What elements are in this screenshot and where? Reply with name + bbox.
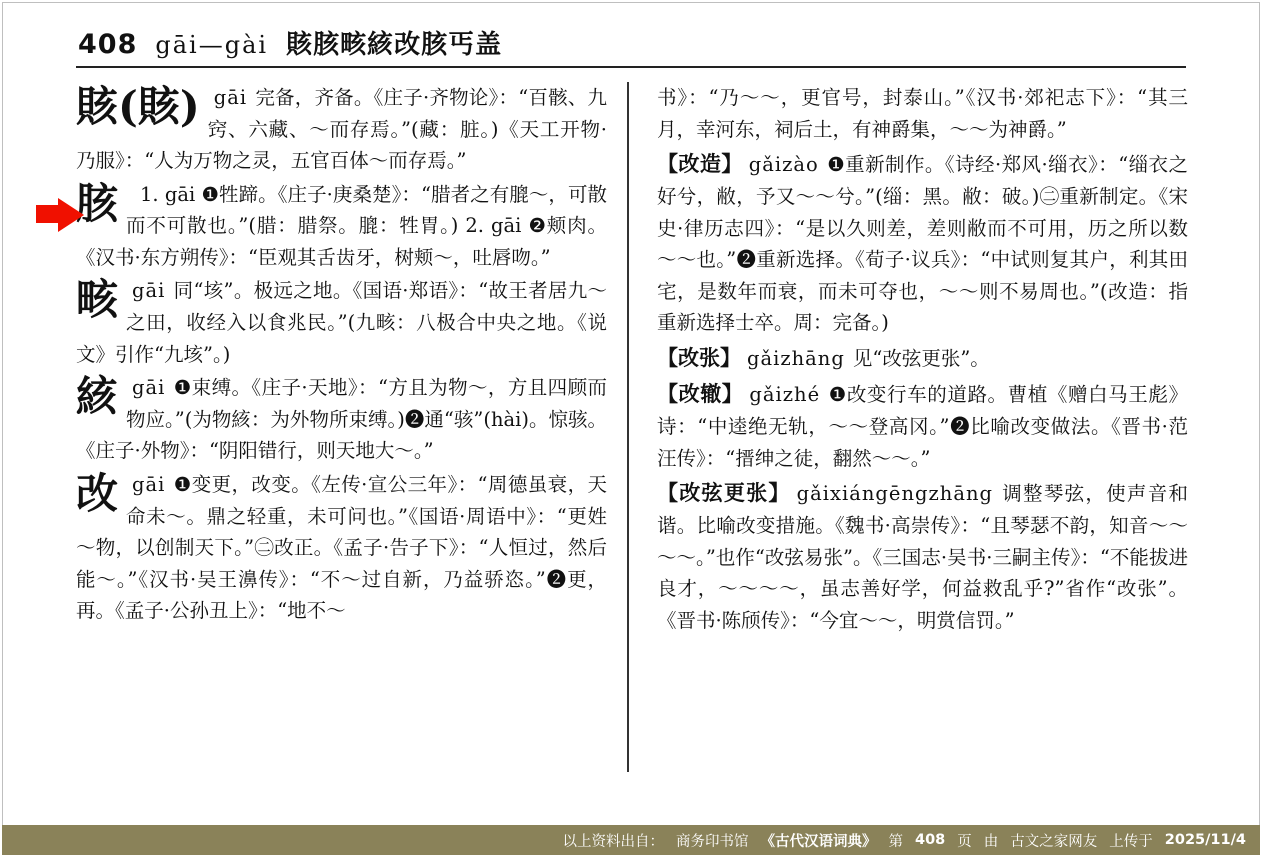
entry-gaizhe [657, 377, 1188, 474]
entry-body [76, 372, 607, 467]
entry-headword: 【改造】 [656, 151, 743, 177]
footer-upload-label: 上传于 [1109, 833, 1153, 850]
entry-text: 调整琴弦，使声音和谐。比喻改变措施。《魏书·高崇传》：“且琴瑟不韵，知音～～～～。”也作“改弦易张”。《三国志·吴书·三嗣主传》：“不能拔进良才，～～～～，虽志善好学，何益救乱乎?”省作“改张”。《晋书·陈颀传》：“今宜～～，明赏信罚。” [656, 482, 1188, 632]
dictionary-scan [60, 14, 1200, 814]
arrow-head [58, 198, 84, 232]
entry-body [76, 275, 607, 370]
entry-gai-4 [76, 372, 607, 467]
entry-text: ❶改变行车的道路。曹植《赠白马王彪》诗：“中逵绝无轨，～～登高冈。”❷比喻改变做法。《晋书·范汪传》：“搢绅之徒，翻然～～。” [656, 383, 1188, 470]
entry-body [657, 82, 1188, 145]
entry-body [657, 377, 1188, 474]
entry-pinyin: gāi [132, 472, 166, 496]
header-rule [76, 66, 1186, 68]
entry-text: 书》：“乃～～，更官号，封泰山。”《汉书·郊祀志下》：“其三月，幸河东，祠后土，有神爵集，～～为神爵。” [656, 86, 1188, 141]
entry-pinyin: gāi [132, 279, 166, 303]
footer-uploader: 古文之家网友 [1010, 833, 1098, 850]
headword-character: 絯 [76, 372, 119, 422]
entry-text: 1. gāi ❶牲蹄。《庄子·庚桑楚》：“腊者之有膍～，可散而不可散也。”(腊：腊祭。膍：牲胃。) 2. gāi ❷颊肉。《汉书·东方朔传》：“臣观其舌齿牙，树颊～，吐唇吻。” [76, 182, 608, 269]
columns [76, 82, 1188, 782]
entry-body [76, 469, 607, 627]
entry-text: ❶重新制作。《诗经·郑风·缁衣》：“缁衣之好兮，敝，予又～～兮。”(缁：黑。敝：破。)㊁重新制定。《宋史·律历志四》：“是以久则差，差则敝而不可用，历之所以数～～也。”❷重新选择。《荀子·议兵》：“中试则复其户，利其田宅，是数年而衰，而未可夺也，～～则不易周也。”(改造：指重新选择士卒。周：完备。) [656, 153, 1188, 335]
entry-headword: 【改弦更张】 [656, 480, 791, 506]
entry-text: 同“垓”。极远之地。《国语·郑语》：“故王者居九～之田，收经入以食兆民。”(九畡：八极合中央之地。《说文》引作“九垓”。) [76, 279, 608, 366]
page-header [78, 24, 502, 61]
footer-page-unit: 页 [957, 833, 972, 850]
headword-character: 胲 [76, 178, 119, 228]
footer-book-title: 《古代汉语词典》 [760, 833, 877, 850]
footer-source-label: 以上资料出自： [562, 833, 664, 850]
footer-publisher: 商务印书馆 [676, 833, 749, 850]
entry-gai-5 [76, 469, 607, 627]
footer-by-label: 由 [983, 833, 999, 850]
entry-body [657, 341, 1188, 375]
entry-text: 完备，齐备。《庄子·齐物论》：“百骸、九窍、六藏、～而存焉。”(藏：脏。)《天工开物·乃服》：“人为万物之灵，五官百体～而存焉。” [76, 86, 608, 173]
entry-pinyin: gǎixiángēngzhāng [796, 482, 993, 506]
entry-headword: 【改张】 [656, 345, 741, 371]
column-divider [627, 82, 629, 772]
left-column [76, 82, 621, 782]
entry-gai-2 [76, 179, 607, 274]
entry-body [657, 476, 1188, 636]
entry-text: 见“改弦更张”。 [852, 347, 990, 371]
entry-text: ❶变更，改变。《左传·宣公三年》：“周德虽衰，天命未～。鼎之轻重，未可问也。”《国语·周语中》：“更姓～物，以创制天下。”㊁改正。《孟子·告子下》：“人恒过，然后能～。”《汉书·吴王濞传》：“不～过自新，乃益骄恣。”❷更，再。《孟子·公孙丑上》：“地不～ [76, 472, 608, 623]
entry-body [76, 179, 607, 274]
right-column [635, 82, 1188, 782]
header-pinyin-range: gāi—gài [155, 31, 269, 59]
footer-page-number: 408 [915, 832, 946, 848]
entry-body [657, 147, 1188, 339]
entry-pinyin: gǎizào [748, 153, 819, 177]
entry-gaixiangengzhang [657, 476, 1188, 636]
entry-gai-3 [76, 275, 607, 370]
headword-character: 畡 [76, 275, 119, 325]
entry-pinyin: gǎizhé [749, 383, 821, 407]
footer-page-word: 第 [888, 833, 903, 850]
entry-pinyin: gǎizhāng [746, 347, 845, 371]
header-page-number: 408 [78, 29, 138, 60]
headword-character: 賅(賅) [76, 82, 200, 131]
footer-bar [2, 825, 1260, 855]
headword-character: 改 [76, 468, 119, 518]
header-head-characters: 賅胲畡絯改胲丐盖 [286, 30, 503, 60]
entry-continuation [657, 82, 1188, 145]
entry-headword: 【改辙】 [656, 381, 744, 407]
entry-text: ❶束缚。《庄子·天地》：“方且为物～，方且四顾而物应。”(为物絯：为外物所束缚。)❷通“骇”(hài)。惊骇。《庄子·外物》：“阴阳错行，则天地大～。” [76, 376, 608, 463]
entry-pinyin: gāi [213, 86, 248, 109]
footer-upload-date: 2025/11/4 [1164, 832, 1246, 848]
entry-gaizhang [657, 341, 1188, 375]
entry-pinyin: gāi [132, 376, 166, 400]
entry-gai-1 [76, 82, 607, 177]
entry-gaizao [657, 147, 1188, 339]
